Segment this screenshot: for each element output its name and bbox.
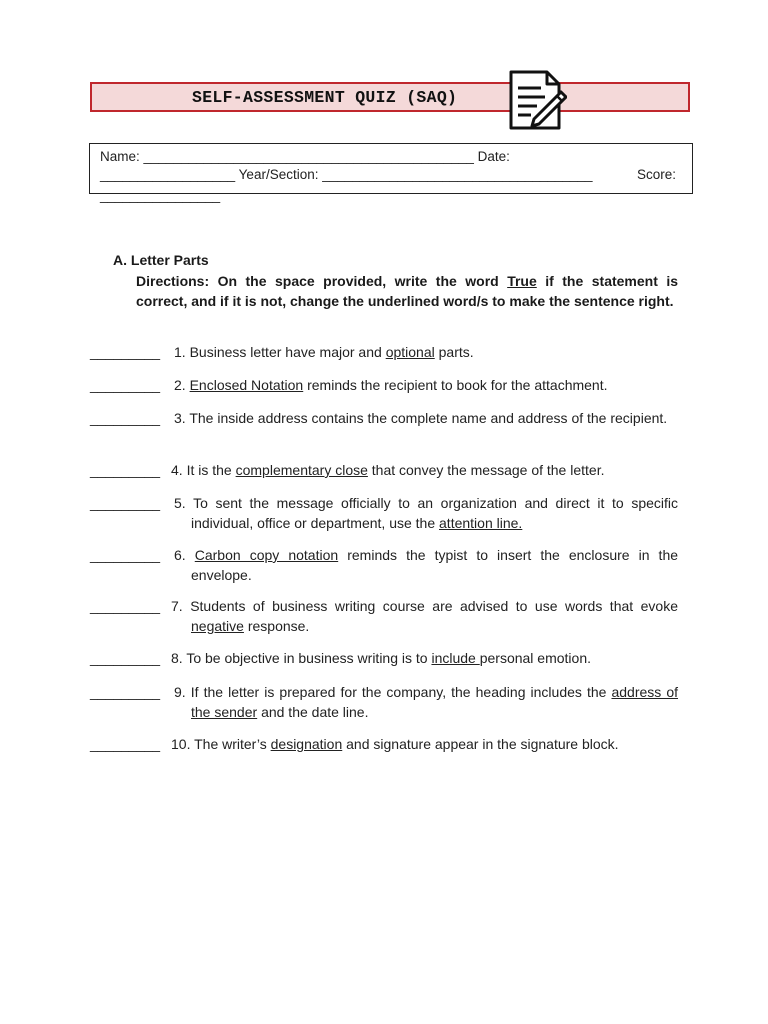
question-number: 2. [174, 377, 186, 393]
question-text [90, 494, 678, 533]
question-item [90, 461, 678, 481]
question-text-pre: Students of business writing course are advised to use words that evoke [190, 598, 679, 614]
question-number: 5. [174, 495, 186, 511]
question-text-post: parts. [438, 344, 474, 360]
question-text-pre: The inside address contains the complete name and address of the recipient. [189, 410, 668, 426]
directions-key-word: True [507, 273, 537, 289]
question-item [90, 649, 678, 669]
underlined-term: designation [270, 736, 343, 752]
answer-blank[interactable]: _________ [90, 547, 161, 563]
question-number: 7. [171, 598, 183, 614]
year-section-label: Year/Section: [238, 167, 319, 182]
question-text [90, 597, 678, 636]
directions [136, 271, 678, 311]
student-info-box [89, 143, 693, 194]
question-text-pre: To be objective in business writing is to [186, 650, 428, 666]
year-section-field[interactable]: ____________________________________ [322, 167, 593, 182]
question-item [90, 409, 678, 429]
question-text-pre: If the letter is prepared for the company, the heading includes the [190, 684, 607, 700]
question-number: 1. [174, 344, 186, 360]
underlined-term: Enclosed Notation [189, 377, 304, 393]
answer-blank[interactable]: _________ [90, 650, 161, 666]
question-text [90, 683, 678, 722]
question-number: 6. [174, 547, 186, 563]
question-text-post: personal emotion. [479, 650, 592, 666]
date-label: Date: [477, 149, 510, 164]
question-text [90, 461, 678, 481]
score-label: Score: [636, 167, 676, 182]
directions-text [136, 271, 678, 311]
question-text [90, 376, 678, 396]
underlined-term: complementary close [235, 462, 368, 478]
answer-blank[interactable]: _________ [90, 736, 161, 752]
directions-pre: On the space provided, write the word [217, 273, 499, 289]
question-item [90, 735, 678, 755]
section-heading: A. Letter Parts [113, 252, 209, 268]
question-item [90, 376, 678, 396]
question-text-pre: The writer’s [194, 736, 267, 752]
underlined-term: negative [191, 617, 244, 634]
answer-blank[interactable]: _________ [90, 598, 161, 614]
question-number: 8. [171, 650, 183, 666]
document-pen-icon [503, 66, 567, 134]
question-text [90, 735, 678, 755]
date-field[interactable]: __________________ [100, 167, 236, 182]
question-number: 9. [174, 684, 186, 700]
title-banner [90, 82, 690, 112]
question-text-pre: It is the [186, 462, 232, 478]
question-item [90, 546, 678, 585]
score-field[interactable]: ________________ [100, 188, 221, 203]
answer-blank[interactable]: _________ [90, 495, 161, 511]
question-text-post: reminds the typist to insert the enclosure in the envelope. [191, 547, 679, 583]
question-item [90, 597, 678, 636]
underlined-term: attention line. [439, 514, 523, 531]
underlined-term: optional [385, 344, 435, 360]
underlined-term: Carbon copy notation [194, 547, 339, 563]
question-item [90, 343, 678, 363]
answer-blank[interactable]: _________ [90, 684, 161, 700]
name-field[interactable]: ____________________________________________ [143, 149, 474, 164]
directions-label: Directions: [136, 273, 210, 289]
question-text-post: response. [247, 617, 310, 634]
question-item [90, 494, 678, 533]
answer-blank[interactable]: _________ [90, 410, 161, 426]
underlined-term: address of the sender [191, 684, 679, 720]
question-text-post: and the date line. [261, 703, 369, 720]
question-number: 10. [171, 736, 191, 752]
name-date-row [100, 149, 510, 164]
question-number: 3. [174, 410, 186, 426]
question-text-post: that convey the message of the letter. [371, 462, 605, 478]
year-score-row [100, 167, 676, 182]
page-title: SELF-ASSESSMENT QUIZ (SAQ) [192, 88, 458, 107]
question-text [90, 649, 678, 669]
underlined-term: include [431, 650, 480, 666]
question-text-post: reminds the recipient to book for the attachment. [307, 377, 608, 393]
directions-post: if the statement is correct, and if it is not, change the underlined word/s to make the sentence right. [136, 273, 679, 309]
question-text [90, 546, 678, 585]
question-text-pre: Business letter have major and [189, 344, 382, 360]
name-label: Name: [100, 149, 140, 164]
question-number: 4. [171, 462, 183, 478]
question-text [90, 409, 678, 429]
question-text-post: and signature appear in the signature block. [346, 736, 619, 752]
answer-blank[interactable]: _________ [90, 344, 161, 360]
question-text [90, 343, 678, 363]
question-text-pre: To sent the message officially to an organization and direct it to specific individual, office or department, use the [191, 495, 678, 531]
answer-blank[interactable]: _________ [90, 462, 161, 478]
answer-blank[interactable]: _________ [90, 377, 161, 393]
question-item [90, 683, 678, 722]
